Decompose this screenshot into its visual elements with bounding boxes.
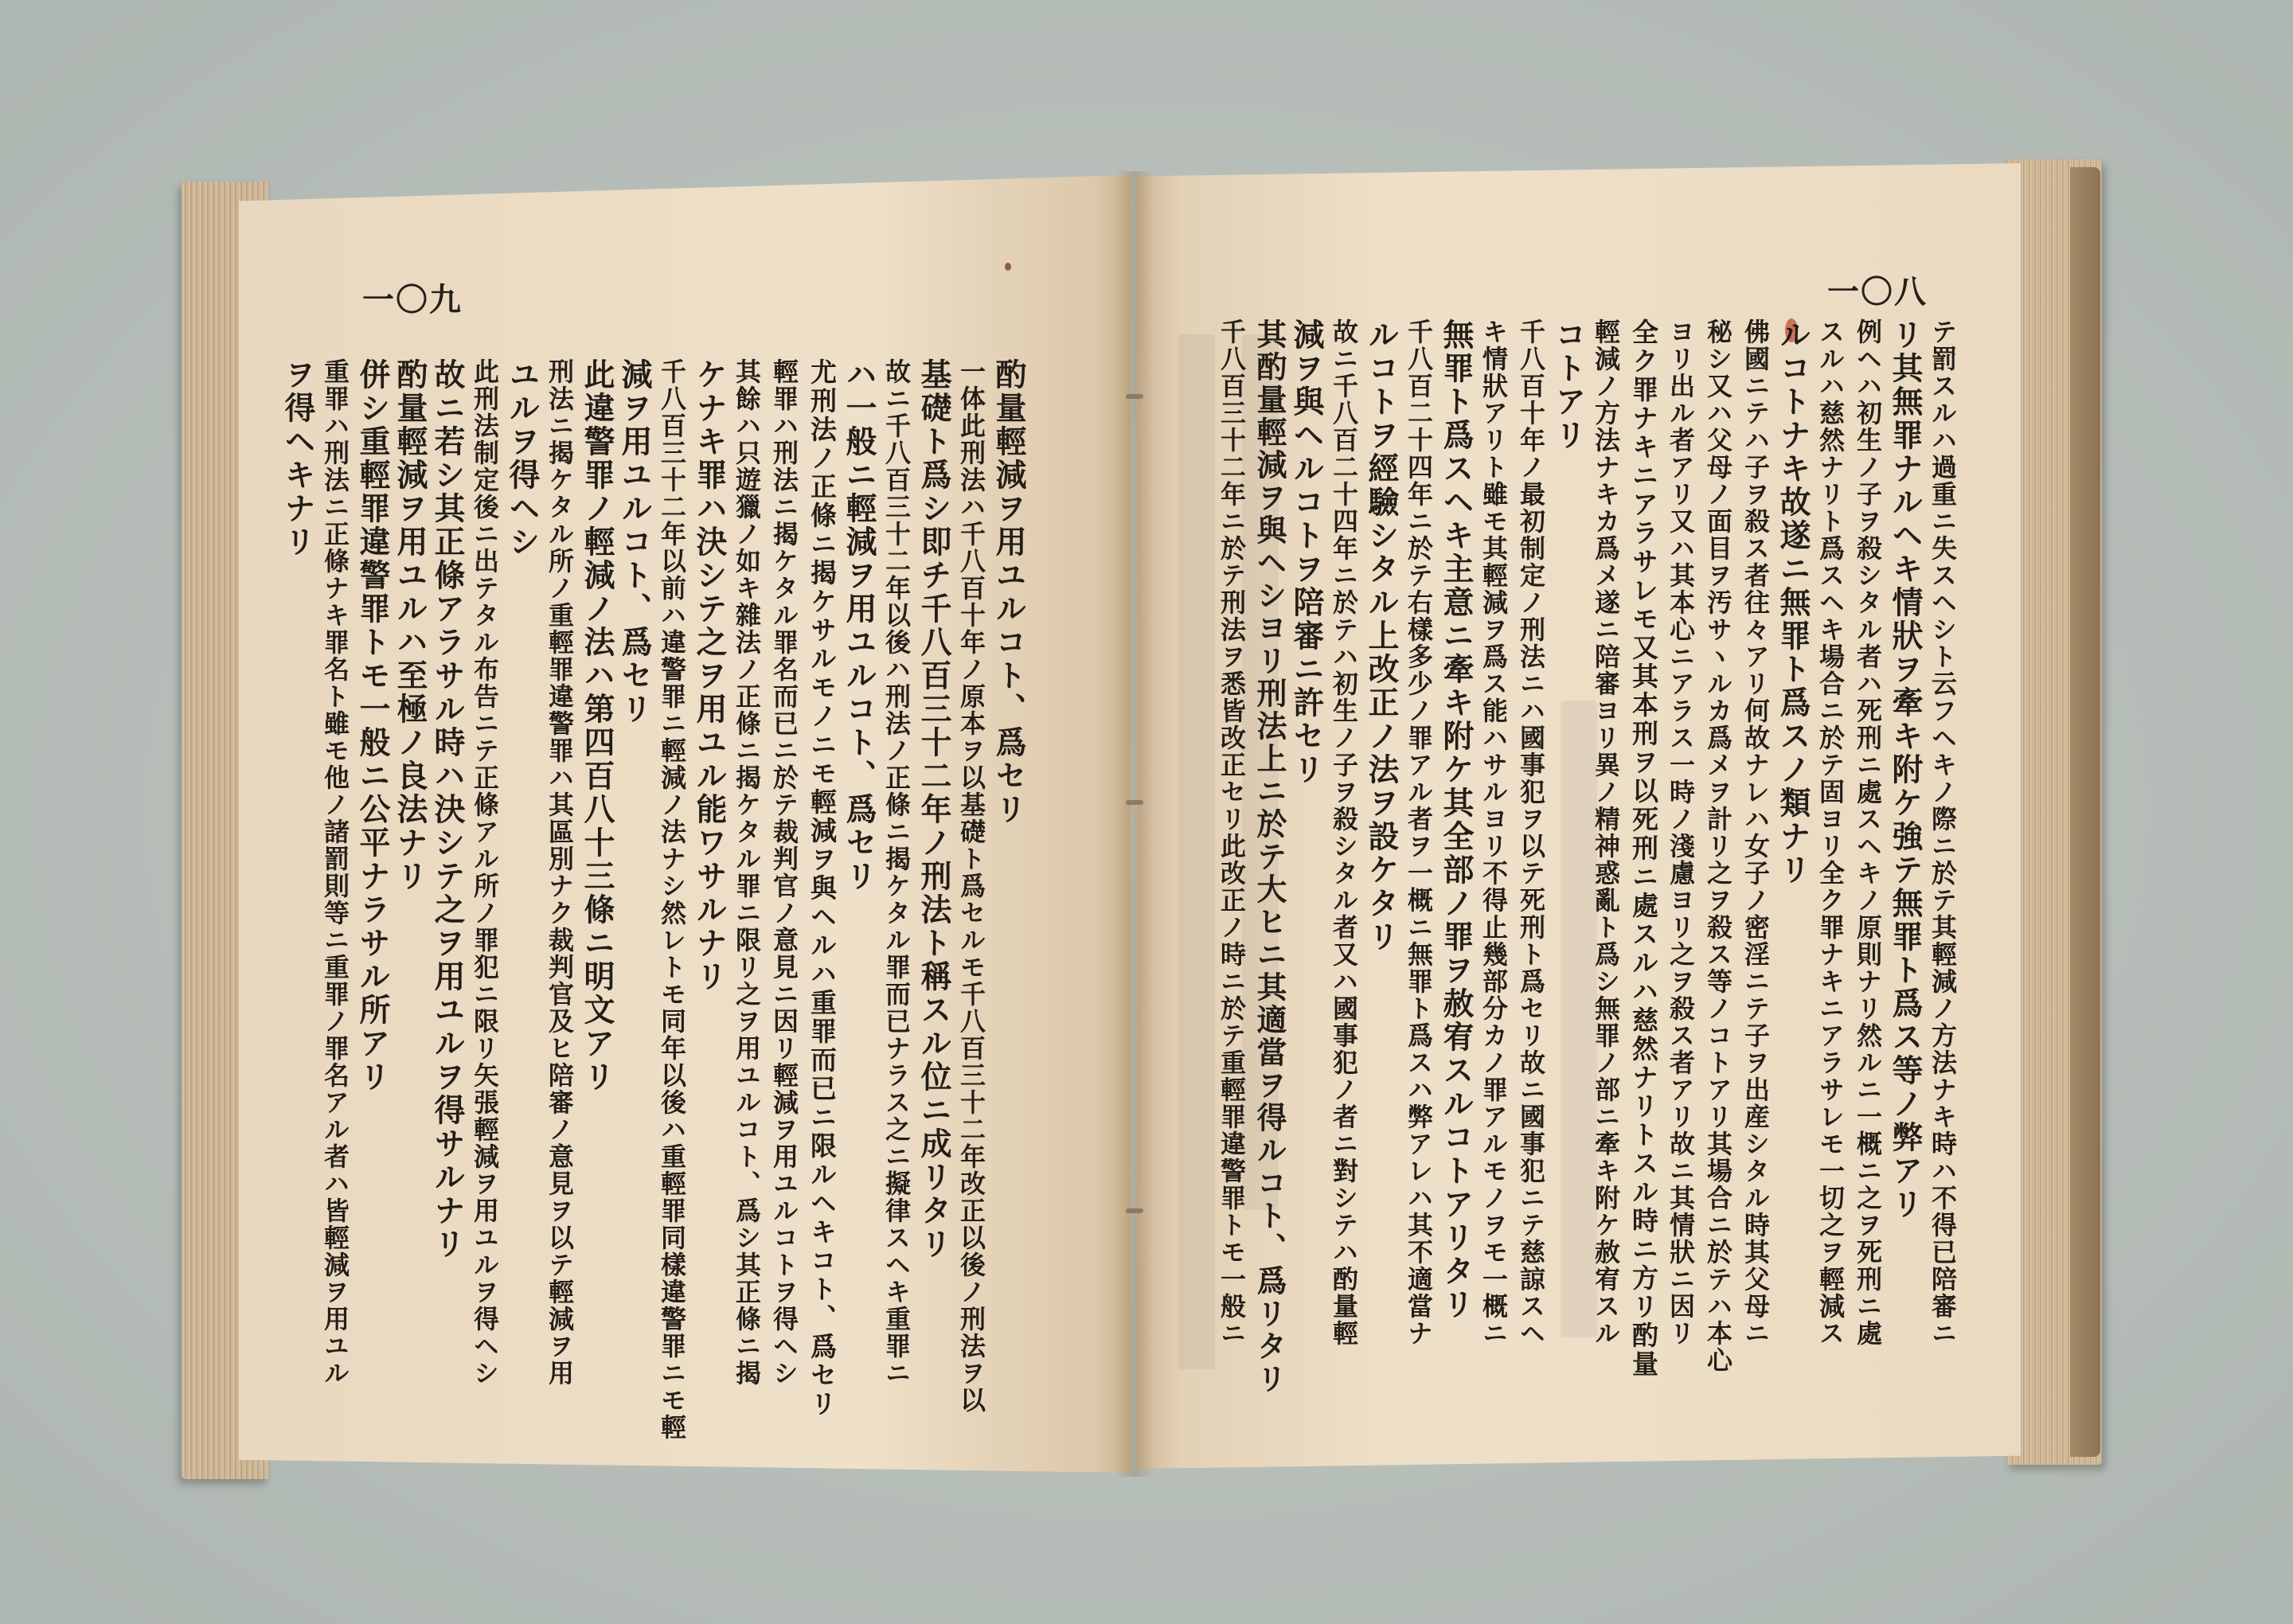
text-column: 減ヲ與ヘルコトヲ陪審ニ許セリ xyxy=(1288,318,1325,787)
text-column: 無罪ト爲スヘキ主意ニ牽キ附ケ其全部ノ罪ヲ赦宥スルコトアリタリ xyxy=(1438,318,1475,1321)
book-gutter xyxy=(1115,171,1154,1477)
text-column: ケナキ罪ハ決シテ之ヲ用ユル能ワサルナリ xyxy=(691,358,728,994)
text-column: スルハ慈然ナリト爲スヘキ場合ニ於テ固ヨリ全ク罪ナキニアラサレモ一切之ヲ輕減ス xyxy=(1815,318,1846,1347)
binding-stitch xyxy=(1126,800,1143,805)
text-column: 千八百三十二年以前ハ違警罪ニ輕減ノ法ナシ然レトモ同年以後ハ重輕罪同樣違警罪ニモ輕 xyxy=(657,358,687,1441)
text-column: 酌量輕減ヲ用ユルコト、爲セリ xyxy=(990,358,1027,826)
ink-spot xyxy=(1005,263,1011,271)
text-column: ハ一般ニ輕減ヲ用ユルコト、爲セリ xyxy=(841,358,877,893)
text-column: 尤刑法ノ正條ニ揭ケサルモノニモ輕減ヲ與ヘルハ重罪而已ニ限ルヘキコト、爲セリ xyxy=(807,358,838,1419)
text-column: 其酌量輕減ヲ與ヘシヨリ刑法上ニ於テ大ヒニ其適當ヲ得ルコト、爲リタリ xyxy=(1252,318,1287,1396)
text-column: 故ニ千八百三十二年以後ハ刑法ノ正條ニ揭ケタル罪而已ナラス之ニ擬律スヘキ重罪ニ xyxy=(881,358,912,1387)
text-column: 重罪ハ刑法ニ正條ナキ罪名ト雖モ他ノ諸罰則等ニ重罪ノ罪名アル者ハ皆輕減ヲ用ユル xyxy=(320,358,350,1387)
text-column: ヨリ出ル者アリ又ハ其本心ニアラス一時ノ淺慮ヨリ之ヲ殺ス者アリ故ニ其情狀ニ因リ xyxy=(1666,318,1696,1347)
text-column: 千八百三十二年ニ於テ刑法ヲ悉皆改正セリ此改正ノ時ニ於テ重輕罪違警罪トモ一般ニ xyxy=(1217,318,1247,1347)
text-column: 例ヘハ初生ノ子ヲ殺シタル者ハ死刑ニ處スヘキノ原則ナリ然ルニ一概ニ之ヲ死刑ニ處 xyxy=(1853,318,1883,1347)
text-column: ルコトヲ經驗シタル上改正ノ法ヲ設ケタリ xyxy=(1363,318,1400,954)
cover-rim xyxy=(2070,167,2100,1457)
text-column: 一体此刑法ハ千八百十年ノ原本ヲ以基礎ト爲セルモ千八百三十二年改正以後ノ刑法ヲ以 xyxy=(956,358,986,1414)
text-column: 故ニ若シ其正條アラサル時ハ決シテ之ヲ用ユルヲ得サルナリ xyxy=(429,358,466,1261)
binding-stitch xyxy=(1126,394,1143,399)
binding-stitch xyxy=(1126,1208,1143,1213)
text-column: 千八百十年ノ最初制定ノ刑法ニハ國事犯ヲ以テ死刑ト爲セリ故ニ國事犯ニテ慈諒スヘ xyxy=(1516,318,1546,1347)
text-column: リ其無罪ナルヘキ情狀ヲ牽キ附ケ強テ無罪ト爲ス等ノ弊アリ xyxy=(1887,318,1924,1221)
text-column: 此違警罪ノ輕減ノ法ハ第四百八十三條ニ明文アリ xyxy=(579,358,615,1094)
text-column: ユルヲ得ヘシ xyxy=(504,358,541,559)
text-column: 秘シ又ハ父母ノ面目ヲ汚サヽルカ爲メヲ計リ之ヲ殺ス等ノコトアリ其場合ニ於テハ本心 xyxy=(1703,318,1733,1374)
page-number-left: 一〇九 xyxy=(362,281,463,318)
text-column: 千八百二十四年ニ於テ右樣多少ノ罪アル者ヲ一概ニ無罪ト爲スハ弊アレハ其不適當ナ xyxy=(1404,318,1434,1347)
text-column: 佛國ニテハ子ヲ殺ス者往々アリ何故ナレハ女子ノ密淫ニテ子ヲ出産シタル時其父母ニ xyxy=(1740,318,1771,1347)
text-column: 故ニ千八百二十四年ニ於テハ初生ノ子ヲ殺シタル者又ハ國事犯ノ者ニ對シテハ酌量輕 xyxy=(1329,318,1359,1347)
text-column: 全ク罪ナキニアラサレモ又其本刑ヲ以死刑ニ處スルハ慈然ナリトスル時ニ方リ酌量 xyxy=(1628,318,1659,1379)
text-column: 酌量輕減ヲ用ユルハ至極ノ良法ナリ xyxy=(392,358,428,893)
text-column: 此刑法制定後ニ出テタル布告ニテ正條アル所ノ罪犯ニ限リ矢張輕減ヲ用ユルヲ得ヘシ xyxy=(470,358,500,1387)
text-column: 刑法ニ揭ケタル所ノ重輕罪違警罪ハ其區別ナク裁判官及ヒ陪審ノ意見ヲ以テ輕減ヲ用 xyxy=(545,358,575,1387)
text-column: コトアリ xyxy=(1550,318,1587,452)
text-column: ヲ得ヘキナリ xyxy=(279,358,316,559)
text-column: 其餘ハ只遊獵ノ如キ雜法ノ正條ニ揭ケタル罪ニ限リ之ヲ用ユルコト、爲シ其正條ニ揭 xyxy=(732,358,762,1387)
bleed-through xyxy=(1178,334,1215,1369)
text-column: 基礎ト爲シ即チ千八百三十二年ノ刑法ト稱スル位ニ成リタリ xyxy=(916,358,952,1261)
text-column: 併シ重輕罪違警罪トモ一般ニ公平ナラサル所アリ xyxy=(354,358,391,1094)
text-column: テ罰スルハ過重ニ失スヘシト云フヘキノ際ニ於テ其輕減ノ方法ナキ時ハ不得已陪審ニ xyxy=(1928,318,1958,1347)
text-column: ルコトナキ故遂ニ無罪ト爲スノ類ナリ xyxy=(1775,318,1811,887)
text-column: 輕減ノ方法ナキカ爲メ遂ニ陪審ヨリ異ノ精神惑亂ト爲シ無罪ノ部ニ牽キ附ケ赦宥スル xyxy=(1591,318,1621,1347)
page-number-right: 一〇八 xyxy=(1827,273,1928,310)
text-column: 輕罪ハ刑法ニ揭ケタル罪名而已ニ於テ裁判官ノ意見ニ因リ輕減ヲ用ユルコトヲ得ヘシ xyxy=(769,358,799,1387)
text-column: キ情狀アリト雖モ其輕減ヲ爲ス能ハサルヨリ不得止幾部分カノ罪アルモノヲモ一概ニ xyxy=(1479,318,1509,1347)
text-column: 減ヲ用ユルコト、爲セリ xyxy=(616,358,653,726)
